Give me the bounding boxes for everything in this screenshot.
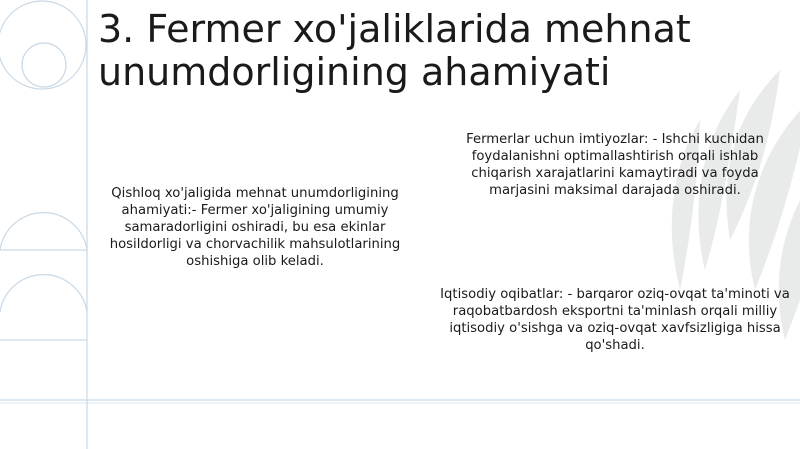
- paragraph-farmer-benefits: Fermerlar uchun imtiyozlar: - Ishchi kuchidan foydalanishni optimallashtirish orqali ishlab chiqarish xarajatlarini kamaytiradi va foyda marjasini maksimal darajada oshiradi.: [466, 132, 764, 198]
- paragraph-productivity-importance: Qishloq xo'jaligida mehnat unumdorligining ahamiyati:- Fermer xo'jaligining umumiy samaradorligini oshiradi, bu esa ekinlar hosildorligi va chorvachilik mahsulotlarining oshishiga olib keladi.: [109, 186, 401, 269]
- slide-title: 3. Fermer xo'jaliklarida mehnat unumdorligining ahamiyati: [98, 7, 691, 94]
- paragraph-economic-consequences: Iqtisodiy oqibatlar: - barqaror oziq-ovqat ta'minoti va raqobatbardosh eksportni ta'minlash orqali milliy iqtisodiy o'sishga va oziq-ovqat xavfsizligiga hissa qo'shadi.: [440, 287, 790, 353]
